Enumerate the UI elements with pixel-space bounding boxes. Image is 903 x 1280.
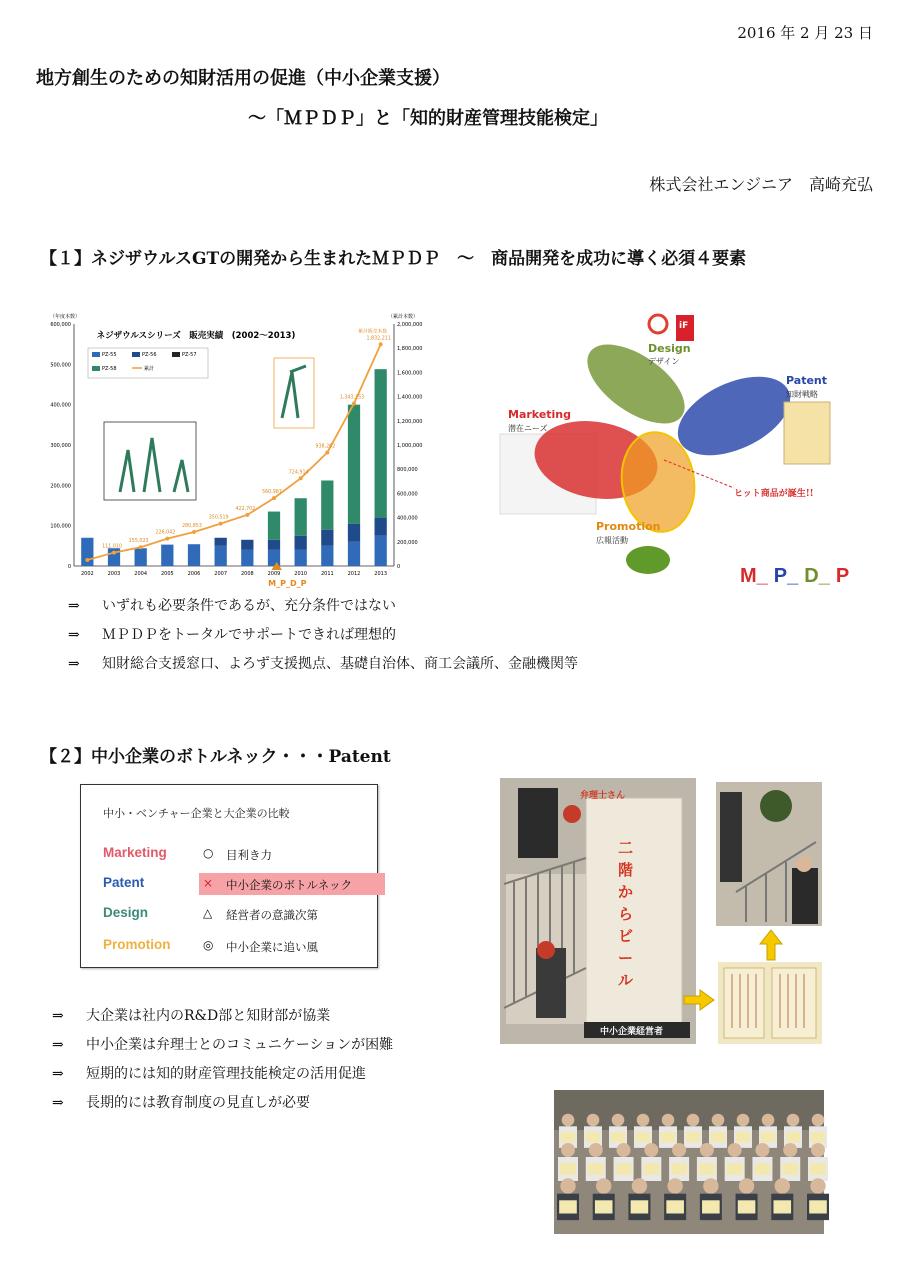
certificate-icon [738, 1200, 756, 1213]
comparison-row-marketing: Marketing ○ 目利き力 [103, 845, 272, 862]
person-head [755, 1143, 769, 1157]
bar-pz-56 [295, 536, 307, 550]
person-head [561, 1143, 575, 1157]
y2-tick-label: 200,000 [397, 539, 418, 546]
certificate-icon [666, 1200, 684, 1213]
patent-label: Patent [786, 374, 827, 387]
legend-label: 累計 [144, 366, 155, 372]
y2-tick-label: 1,800,000 [397, 346, 423, 353]
y2-tick-label: 1,200,000 [397, 418, 423, 425]
list-item: ⇒ 大企業は社内のR&D部と知財部が協業 [52, 1008, 331, 1024]
person-head [812, 1114, 825, 1127]
mascot-icon [626, 546, 670, 574]
bar-pz-55 [295, 550, 307, 566]
chart-left-axis-label: （年度本数） [50, 314, 81, 320]
cumulative-point [325, 450, 329, 454]
bar-pz-58 [295, 498, 307, 536]
bar-pz-56 [348, 524, 360, 542]
certificate-icon [616, 1163, 632, 1175]
cumulative-data-label: 350,519 [208, 515, 229, 521]
certificate-icon [586, 1132, 600, 1143]
person-head [783, 1143, 797, 1157]
section2-bullets [52, 1002, 393, 1118]
certificate-icon [711, 1132, 725, 1143]
cumulative-point [192, 530, 196, 534]
bar-pz-56 [215, 538, 227, 546]
certificate-icon [761, 1132, 775, 1143]
cumulative-point [219, 522, 223, 526]
y2-tick-label: 600,000 [397, 491, 418, 498]
mpdp-logo: M_ P_ D_ P [740, 565, 850, 587]
bar-pz-55 [268, 550, 280, 566]
list-item: ⇒ ＭＰＤＰをトータルでサポートできれば理想的 [68, 627, 396, 643]
section1-heading: 【１】ネジザウルスGTの開発から生まれたＭＰＤＰ ～ 商品開発を成功に導く必須４要素 [40, 249, 747, 269]
bar-pz-58 [321, 480, 333, 529]
legend-swatch [132, 352, 140, 357]
person-head [596, 1178, 611, 1193]
bar-pz-55 [375, 536, 387, 566]
x-tick-label: 2003 [107, 571, 121, 577]
person-head [632, 1178, 647, 1193]
person-head [687, 1114, 700, 1127]
bar-pz-56 [241, 540, 253, 550]
arrow-right-icon [684, 990, 714, 1010]
certificate-icon [559, 1200, 577, 1213]
y-tick-label: 400,000 [50, 402, 71, 409]
promotion-label: Promotion [596, 520, 661, 533]
legend-label: PZ-56 [142, 352, 157, 358]
certificate-icon [786, 1132, 800, 1143]
x-tick-label: 2004 [134, 571, 148, 577]
patent-certificate-icon [784, 402, 830, 464]
cumulative-data-label: 111,010 [102, 544, 122, 550]
y2-tick-label: 1,600,000 [397, 370, 423, 377]
bar-pz-56 [375, 518, 387, 536]
person-head [637, 1114, 650, 1127]
group-photo [554, 1090, 824, 1234]
if-award-logo-text: iF [679, 321, 689, 331]
legend-swatch [172, 352, 180, 357]
cumulative-point [299, 476, 303, 480]
certificate-icon [773, 1200, 791, 1213]
x-tick-label: 2012 [347, 571, 361, 577]
certificate-icon [699, 1163, 715, 1175]
bar-pz-56 [321, 530, 333, 546]
mpdp-annotation: M_P_D_P [268, 579, 307, 588]
x-tick-label: 2013 [374, 571, 388, 577]
list-item: ⇒ いずれも必要条件であるが、充分条件ではない [68, 598, 396, 614]
cumulative-data-label: 155,023 [128, 539, 149, 545]
comparison-row-promotion: Promotion ◎ 中小企業に追い風 [103, 937, 318, 954]
person-head [712, 1114, 725, 1127]
person-head [810, 1178, 825, 1193]
x-tick-label: 2011 [320, 571, 334, 577]
bar-pz-55 [348, 542, 360, 566]
certificate-icon [686, 1132, 700, 1143]
y2-tick-label: 1,000,000 [397, 443, 423, 449]
bar-pz-55 [161, 545, 173, 566]
list-item: ⇒ 長期的には教育制度の見直しが必要 [52, 1095, 310, 1111]
x-tick-label: 2002 [80, 571, 94, 577]
cumulative-data-label: 724,914 [288, 470, 309, 476]
x-tick-label: 2007 [214, 571, 228, 577]
person-head [562, 1114, 575, 1127]
chart-title: ネジザウルスシリーズ 販売実績 (2002～2013) [96, 331, 296, 341]
cumulative-data-label: 1,832,211 [366, 336, 391, 342]
vertical-char: ー [618, 949, 634, 967]
bar-pz-55 [188, 544, 200, 566]
y2-tick-label: 2,000,000 [397, 322, 423, 328]
certificate-icon [727, 1163, 743, 1175]
promotion-jp-label: 広報活動 [596, 536, 628, 545]
certificate-photo [718, 962, 822, 1044]
document-subtitle: ～「ＭＰＤＰ」と「知的財産管理技能検定」 [248, 108, 608, 129]
certificate-icon [702, 1200, 720, 1213]
person-head [587, 1114, 600, 1127]
handover-photo [716, 782, 822, 926]
patent-jp-label: 知財戦略 [786, 390, 818, 399]
cumulative-point [139, 545, 143, 549]
mpdp-diagram-svg [498, 310, 870, 592]
bar-pz-58 [375, 369, 387, 517]
cumulative-data-label: 560,987 [262, 490, 282, 496]
x-tick-label: 2010 [294, 571, 308, 577]
certificate-icon [561, 1132, 575, 1143]
person-head [811, 1143, 825, 1157]
section2-heading: 【２】中小企業のボトルネック・・・Patent [40, 747, 391, 767]
person-head [762, 1114, 775, 1127]
y-tick-label: 300,000 [50, 443, 71, 449]
comparison-table [80, 784, 378, 968]
design-jp-label: デザイン [648, 357, 680, 366]
certificate-icon [736, 1132, 750, 1143]
document-title: 地方創生のための知財活用の促進（中小企業支援） [36, 68, 450, 89]
list-item: ⇒ 中小企業は弁理士とのコミュニケーションが困難 [52, 1037, 394, 1053]
person-head [672, 1143, 686, 1157]
keieisha-label: 中小企業経営者 [600, 1027, 664, 1037]
certificate-icon [809, 1200, 827, 1213]
y2-tick-label: 800,000 [397, 467, 418, 474]
person-head [644, 1143, 658, 1157]
legend-swatch [92, 352, 100, 357]
x-tick-label: 2008 [240, 571, 254, 577]
bar-pz-55 [215, 546, 227, 566]
person-head [617, 1143, 631, 1157]
comparison-row-design: Design △ 経営者の意識次第 [103, 905, 318, 922]
person-head [700, 1143, 714, 1157]
mpdp-diagram [498, 310, 870, 592]
bar-pz-55 [321, 546, 333, 566]
chart-right-axis-label: （累計本数） [388, 314, 419, 320]
cumulative-point [85, 558, 89, 562]
person-head [728, 1143, 742, 1157]
certificate-icon [810, 1163, 826, 1175]
certificate-icon [811, 1132, 825, 1143]
legend-swatch [92, 366, 100, 371]
sales-chart [36, 310, 436, 588]
x-tick-label: 2009 [267, 571, 281, 577]
cumulative-point [112, 551, 116, 555]
y-tick-label: 0 [67, 564, 71, 570]
y-tick-label: 600,000 [50, 322, 71, 328]
vertical-char: ル [618, 971, 634, 989]
person-head [662, 1114, 675, 1127]
bar-pz-58 [348, 405, 360, 524]
bar-pz-58 [268, 512, 280, 540]
certificate-icon [631, 1200, 649, 1213]
cumulative-point [379, 342, 383, 346]
design-label: Design [648, 342, 691, 355]
certificate-icon [782, 1163, 798, 1175]
legend-label: PZ-57 [182, 352, 197, 358]
certificate-icon [595, 1200, 613, 1213]
bar-pz-55 [241, 550, 253, 566]
cumulative-point [245, 513, 249, 517]
comparison-row-patent: Patent × 中小企業のボトルネック [103, 873, 371, 895]
person-head [667, 1178, 682, 1193]
list-item: ⇒ 短期的には知的財産管理技能検定の活用促進 [52, 1066, 366, 1082]
marketing-jp-label: 潜在ニーズ [508, 424, 548, 433]
y2-tick-label: 400,000 [397, 515, 418, 522]
cumulative-data-label: 938,262 [315, 444, 336, 450]
certificate-icon [588, 1163, 604, 1175]
vertical-char: ビ [618, 927, 634, 945]
x-tick-label: 2006 [187, 571, 201, 577]
certificate-icon [636, 1132, 650, 1143]
certificate-icon [661, 1132, 675, 1143]
person-head [775, 1178, 790, 1193]
benrishi-label: 弁理士さん [580, 791, 626, 801]
comparison-title: 中小・ベンチャー企業と大企業の比較 [103, 807, 290, 820]
certificate-icon [643, 1163, 659, 1175]
cumulative-point [165, 537, 169, 541]
person-head [739, 1178, 754, 1193]
author-line: 株式会社エンジニア 高崎充弘 [649, 175, 873, 194]
g-mark-logo-icon [649, 315, 667, 333]
y2-tick-label: 1,400,000 [397, 394, 423, 401]
person-head [703, 1178, 718, 1193]
section1-bullets [68, 592, 578, 679]
legend-label: PZ-55 [102, 352, 117, 358]
cumulative-data-label: 1,343,153 [339, 395, 365, 401]
bar-pz-55 [135, 548, 147, 566]
sales-chart-svg [36, 310, 436, 588]
certificate-icon [754, 1163, 770, 1175]
marketing-label: Marketing [508, 408, 572, 421]
cumulative-data-label: 280,853 [182, 524, 202, 530]
arrow-up-icon [760, 930, 782, 960]
cumulative-data-label: 226,042 [155, 530, 176, 536]
y-tick-label: 200,000 [50, 483, 71, 490]
person-head [787, 1114, 800, 1127]
hit-product-label: ヒット商品が誕生!! [734, 489, 814, 499]
vertical-char: ら [618, 905, 634, 923]
y-tick-label: 500,000 [50, 362, 71, 369]
certificate-icon [560, 1163, 576, 1175]
person-head [589, 1143, 603, 1157]
cumulative-point [272, 496, 276, 500]
vertical-char: か [618, 883, 634, 901]
certificate-icon [671, 1163, 687, 1175]
cumulative-point [352, 401, 356, 405]
document-date: 2016 年 2 月 23 日 [737, 24, 873, 42]
person-head [737, 1114, 750, 1127]
y-tick-label: 100,000 [50, 523, 71, 530]
vertical-char: 階 [618, 861, 634, 879]
cumulative-data-label: 422,702 [235, 506, 256, 512]
cumulative-note: 累計販売本数 [358, 329, 388, 335]
stairs-photo [500, 778, 696, 1044]
x-tick-label: 2005 [160, 571, 174, 577]
certificate-icon [611, 1132, 625, 1143]
vertical-char: 二 [618, 839, 634, 857]
list-item: ⇒ 知財総合支援窓口、よろず支援拠点、基礎自治体、商工会議所、金融機関等 [68, 656, 578, 672]
legend-label: PZ-58 [102, 366, 117, 372]
y2-tick-label: 0 [397, 564, 401, 570]
person-head [560, 1178, 575, 1193]
bar-pz-56 [268, 540, 280, 550]
person-head [612, 1114, 625, 1127]
